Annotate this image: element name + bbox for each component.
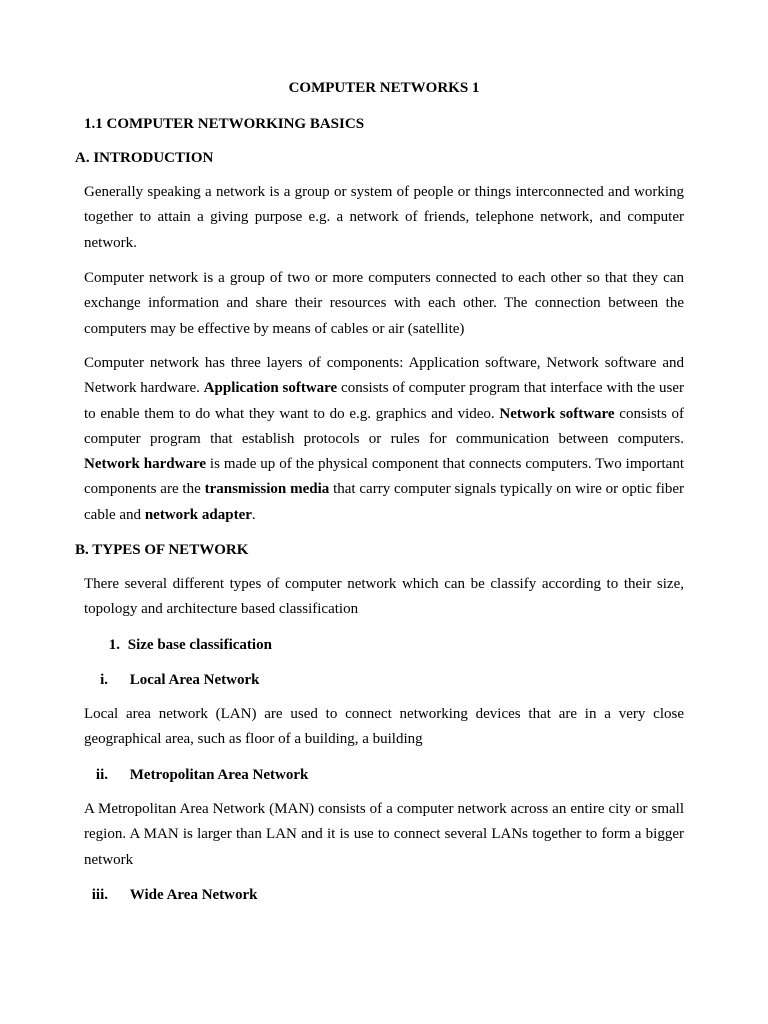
para3-text-3: consists of computer program that establish protocols or rules for communication between computers. xyxy=(84,405,685,447)
intro-paragraph-3 xyxy=(84,351,684,528)
para3-bold-application-software: Application software xyxy=(203,380,338,397)
man-number: ii. xyxy=(95,767,108,783)
para3-text-5: that carry computer signals typically on wire or optic fiber cable and xyxy=(84,481,685,523)
lan-paragraph: Local area network (LAN) are used to connect networking devices that are in a very close geographical area, such as floor of a building, a building xyxy=(84,706,684,748)
man-paragraph: A Metropolitan Area Network (MAN) consists of a computer network across an entire city or small region. A MAN is larger than LAN and it is use to connect several LANs together to form a bigger network xyxy=(84,801,684,868)
intro-paragraph-2: Computer network is a group of two or more computers connected to each other so that they can exchange information and share their resources with each other. The connection between the computers may be effective by means of cables or air (satellite) xyxy=(84,270,684,337)
wan-heading xyxy=(84,886,258,904)
intro-paragraph-1: Generally speaking a network is a group or system of people or things interconnected and working together to attain a giving purpose e.g. a network of friends, telephone network, and computer network. xyxy=(84,184,684,251)
para3-bold-network-software: Network software xyxy=(499,405,615,422)
size-classification-label: Size base classification xyxy=(127,637,272,653)
lan-heading xyxy=(84,671,259,689)
size-classification-number: 1. xyxy=(108,637,120,653)
document-title: COMPUTER NETWORKS 1 xyxy=(288,80,480,96)
wan-label: Wide Area Network xyxy=(129,887,258,903)
lan-number: i. xyxy=(100,672,108,688)
para3-text-4: is made up of the physical component that connects computers. Two important components are the xyxy=(84,456,684,498)
introduction-heading: A. INTRODUCTION xyxy=(75,150,214,166)
section-heading: 1.1 COMPUTER NETWORKING BASICS xyxy=(84,116,365,132)
para3-text-6: . xyxy=(251,506,256,523)
para3-bold-network-hardware: Network hardware xyxy=(84,456,206,473)
types-heading: B. TYPES OF NETWORK xyxy=(75,542,249,558)
size-classification-heading xyxy=(84,636,272,654)
lan-label: Local Area Network xyxy=(129,672,260,688)
types-paragraph: There several different types of computer network which can be classify according to their size, topology and architecture based classification xyxy=(84,576,684,618)
para3-bold-network-adapter: network adapter xyxy=(144,506,252,523)
man-label: Metropolitan Area Network xyxy=(129,767,309,783)
wan-number: iii. xyxy=(91,887,108,903)
para3-text-1: Computer network has three layers of components: Application software, Network software and Network hardware. xyxy=(84,355,684,397)
para3-text-2: consists of computer program that interface with the user to enable them to do what they want to do e.g. graphics and video. xyxy=(84,380,684,422)
man-heading xyxy=(84,766,308,784)
para3-bold-transmission-media: transmission media xyxy=(204,481,330,498)
